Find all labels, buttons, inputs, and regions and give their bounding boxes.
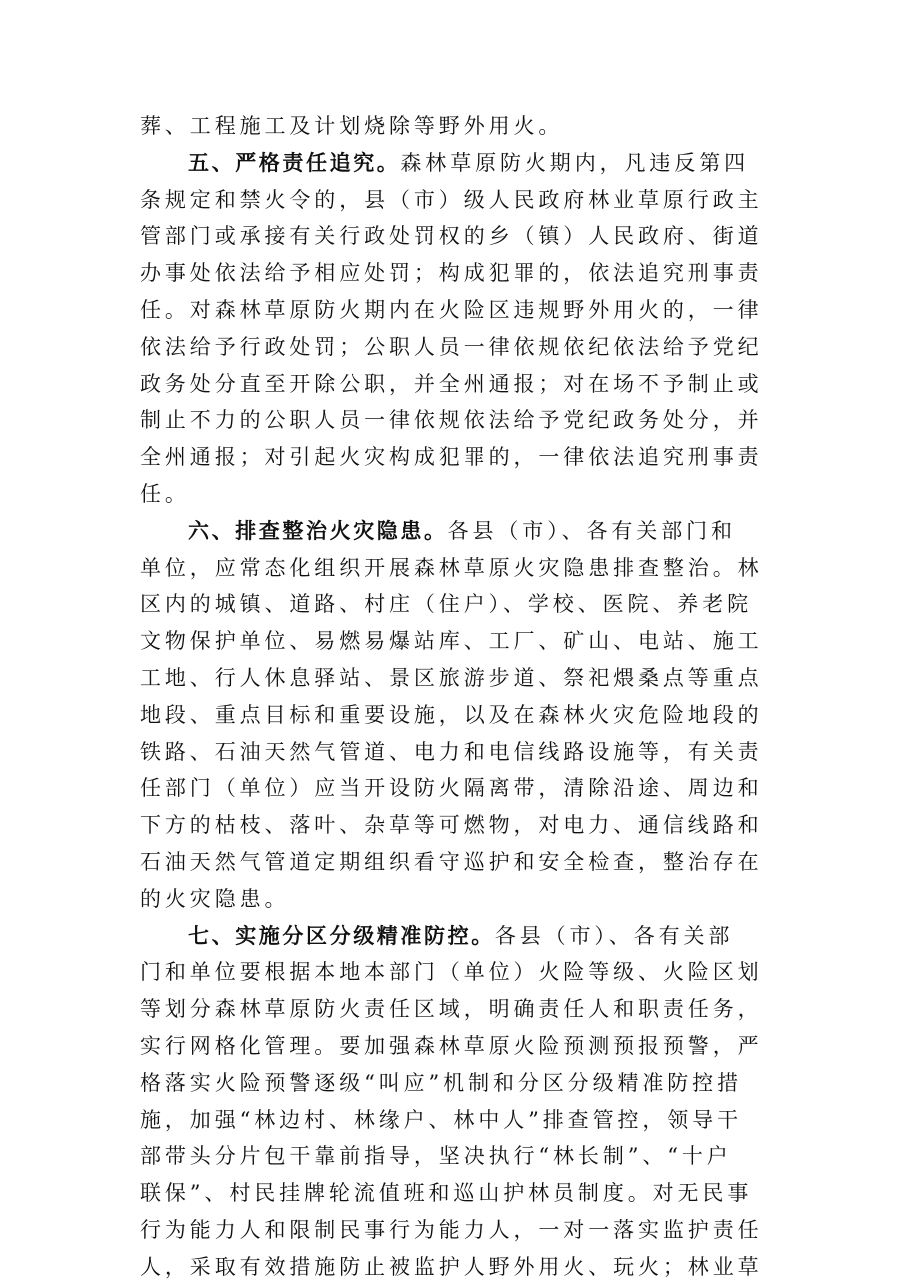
line-text: 施，加强“林边村、林缘户、林中人”排查管控，领导干 [140, 1107, 742, 1132]
line-text: 政务处分直至开除公职，并全州通报；对在场不予制止或 [140, 371, 763, 396]
text-line [140, 1249, 780, 1286]
line-text: 办事处依法给予相应处罚；构成犯罪的，依法追究刑事责 [140, 261, 763, 286]
line-text: 条规定和禁火令的，县（市）级人民政府林业草原行政主 [140, 187, 763, 212]
text-line [140, 255, 780, 292]
line-text: 依法给予行政处罚；公职人员一律依规依纪依法给予党纪 [140, 334, 763, 359]
line-text: 行为能力人和限制民事行为能力人，一对一落实监护责任 [140, 1217, 763, 1242]
text-line [140, 329, 780, 366]
section-line [140, 513, 780, 550]
line-text: 各县（市）、各有关部门和 [447, 518, 736, 543]
text-line [140, 1065, 780, 1102]
section-line [140, 145, 780, 182]
line-text: 铁路、石油天然气管道、电力和电信线路设施等，有关责 [140, 739, 763, 764]
section-heading: 五、严格责任追究。 [188, 150, 401, 175]
text-line [140, 108, 780, 145]
text-line [140, 476, 780, 513]
text-line [140, 1212, 780, 1249]
line-text: 部带头分片包干靠前指导，坚决执行“林长制”、“十户 [140, 1144, 732, 1169]
section-heading: 六、排查整治火灾隐患。 [188, 518, 448, 543]
line-text: 工地、行人休息驿站、景区旅游步道、祭祀煨桑点等重点 [140, 665, 763, 690]
text-line [140, 366, 780, 403]
text-line [140, 402, 780, 439]
text-line [140, 660, 780, 697]
line-text: 单位，应常态化组织开展森林草原火灾隐患排查整治。林 [140, 555, 763, 580]
text-line [140, 844, 780, 881]
line-text: 管部门或承接有关行政处罚权的乡（镇）人民政府、街道 [140, 224, 763, 249]
text-line [140, 734, 780, 771]
text-line [140, 550, 780, 587]
text-line [140, 1175, 780, 1212]
line-text: 联保”、村民挂牌轮流值班和巡山护林员制度。对无民事 [140, 1181, 753, 1206]
line-text: 各县（市）、各有关部 [494, 923, 734, 948]
line-text: 葬、工程施工及计划烧除等野外用火。 [140, 114, 564, 138]
text-line [140, 218, 780, 255]
line-text: 任部门（单位）应当开设防火隔离带，清除沿途、周边和 [140, 776, 763, 801]
line-text: 全州通报；对引起火灾构成犯罪的，一律依法追究刑事责 [140, 445, 763, 470]
text-line [140, 697, 780, 734]
line-text: 实行网格化管理。要加强森林草原火险预测预报预警，严 [140, 1033, 763, 1058]
text-line [140, 991, 780, 1028]
text-line [140, 586, 780, 623]
line-text: 人，采取有效措施防止被监护人野外用火、玩火；林业草 [140, 1254, 763, 1279]
text-line [140, 623, 780, 660]
line-text: 下方的枯枝、落叶、杂草等可燃物，对电力、通信线路和 [140, 813, 763, 838]
text-line [140, 292, 780, 329]
text-line [140, 770, 780, 807]
text-line [140, 1138, 780, 1175]
text-line [140, 881, 780, 918]
text-line [140, 1028, 780, 1065]
section-heading: 七、实施分区分级精准防控。 [188, 923, 495, 948]
line-text: 地段、重点目标和重要设施，以及在森林火灾危险地段的 [140, 702, 763, 727]
text-line [140, 807, 780, 844]
text-line [140, 1102, 780, 1139]
text-line [140, 182, 780, 219]
text-line [140, 954, 780, 991]
line-text: 石油天然气管道定期组织看守巡护和安全检查，整治存在 [140, 849, 763, 874]
line-text: 的火灾隐患。 [140, 886, 290, 911]
line-text: 等划分森林草原防火责任区域，明确责任人和职责任务， [140, 997, 763, 1022]
text-line [140, 439, 780, 476]
line-text: 文物保护单位、易燃易爆站库、工厂、矿山、电站、施工 [140, 629, 763, 654]
line-text: 门和单位要根据本地本部门（单位）火险等级、火险区划 [140, 960, 763, 985]
line-text: 森林草原防火期内，凡违反第四 [400, 150, 750, 175]
document-body [140, 108, 780, 1286]
line-text: 区内的城镇、道路、村庄（住户）、学校、医院、养老院 [140, 592, 752, 617]
section-line [140, 918, 780, 955]
line-text: 任。 [140, 481, 190, 506]
line-text: 任。对森林草原防火期内在火险区违规野外用火的，一律 [140, 297, 763, 322]
line-text: 格落实火险预警逐级“叫应”机制和分区分级精准防控措 [140, 1070, 742, 1095]
line-text: 制止不力的公职人员一律依规依法给予党纪政务处分，并 [140, 408, 763, 433]
